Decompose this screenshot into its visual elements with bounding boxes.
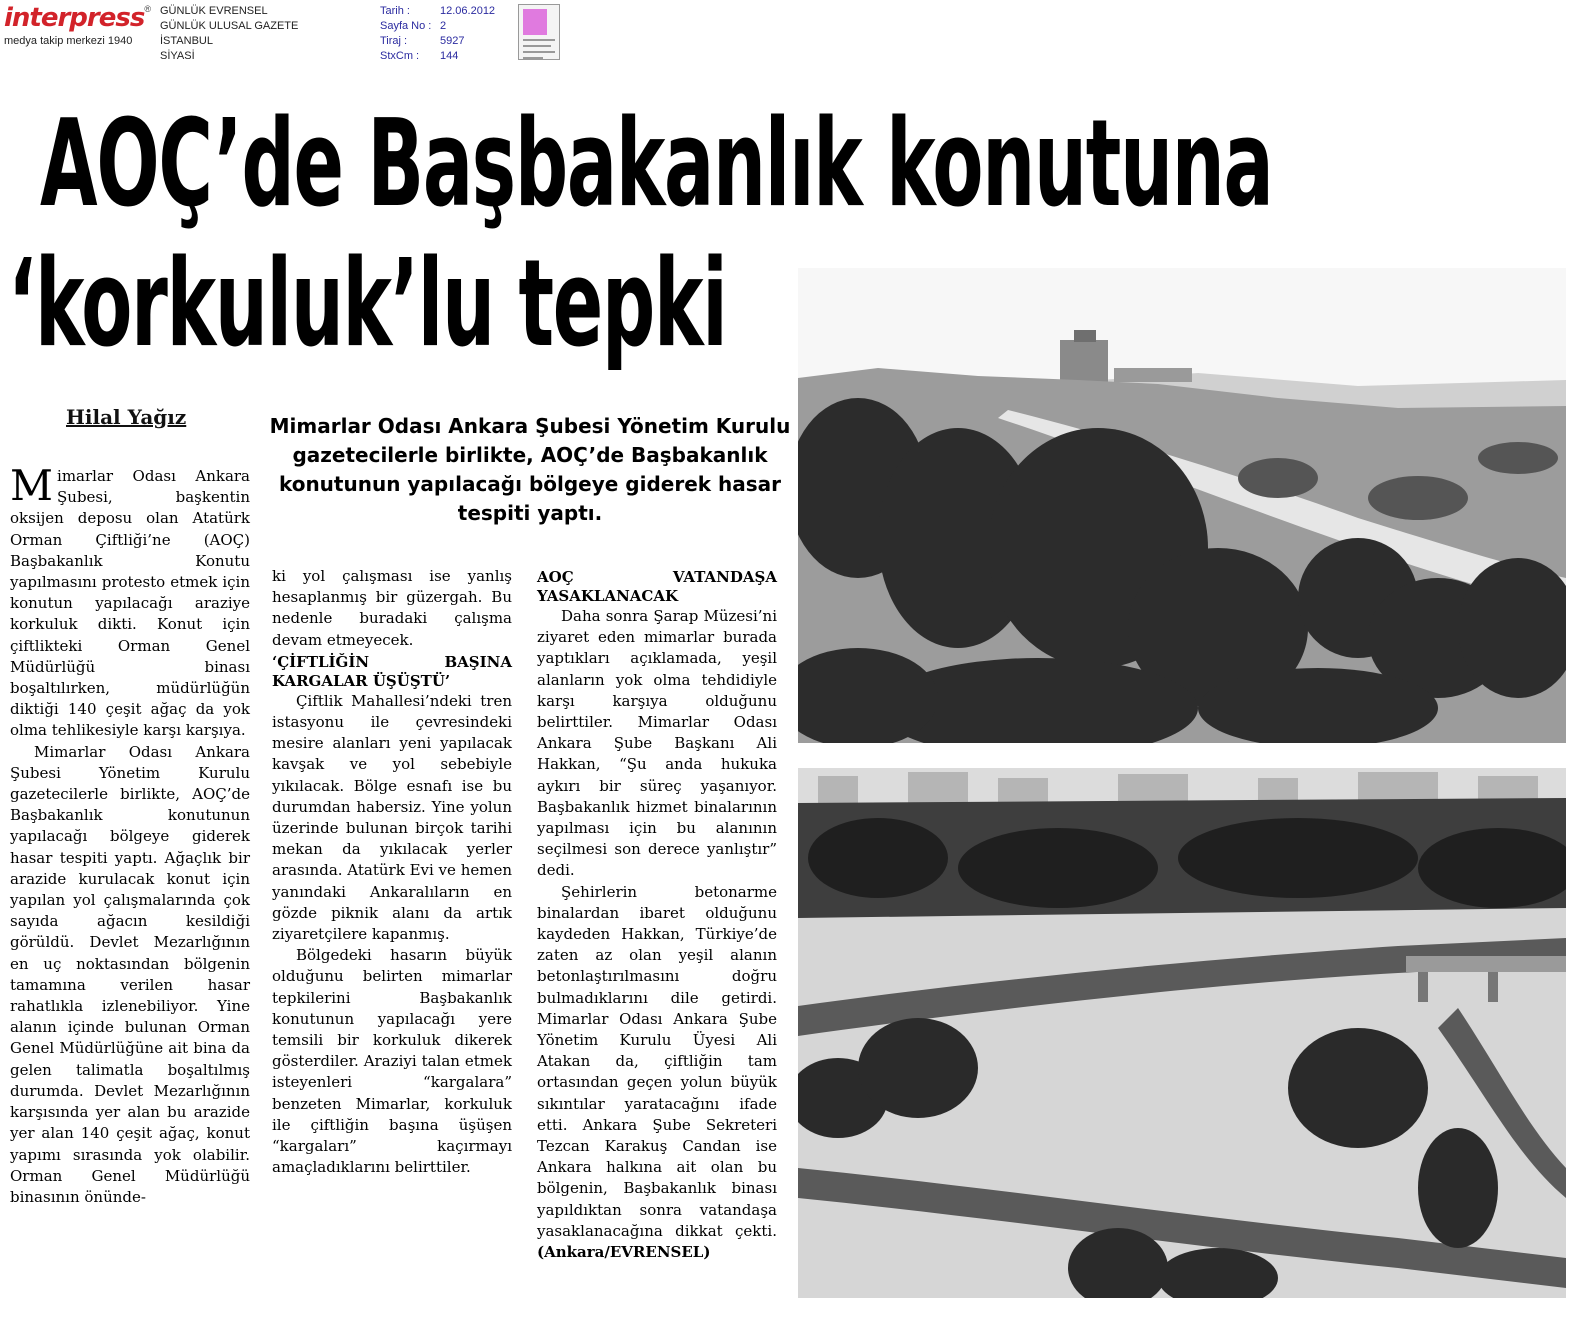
column-3-paragraph-1: Daha sonra Şarap Müzesi’ni ziyaret eden mimarlar burada yaptıkları açıklamada, yeşil alanların yok olma tehdidiyle karşı karşıya olduğunu belirttiler. Mimarlar Odası Ankara Şube Başkanı Ali Hakkan, “Şu anda hukuka aykırı bir süreç yaşanıyor. Başbakanlık hizmet binalarının yapılması için bu alanının seçilmesi son derece yanlıştır” dedi.: [537, 607, 777, 880]
headline-line-1: AOÇ’de Başbakanlık konutuna: [40, 95, 1273, 234]
column-1-paragraph-1: Mimarlar Odası Ankara Şubesi, başkentin oksijen deposu olan Atatürk Orman Çiftliği’ne (AOÇ) Başbakanlık Konutu yapılmasını protesto etmek için konutun yapılacağı araziye korkuluk dikti. Konut için çiftlikteki Orman Genel Müdürlüğü binası boşaltılırken, müdürlüğün diktiği 140 çeşit ağaç da yok olma tehlikesiyle karşı karşıya.: [10, 461, 250, 740]
meta-row-date: Tarih : 12.06.2012: [380, 5, 496, 17]
photo-road-construction: [798, 768, 1566, 1298]
column-3-paragraph-2: Şehirlerin betonarme binalardan ibaret olduğunu kaydeden Hakkan, Türkiye’de zaten az olan yeşil alanın betonlaştırılmasını doğru bulmadıklarını dile getirdi. Mimarlar Odası Ankara Şube Yönetim Kurulu Üyesi Ali Atakan da, çiftliğin tam ortasından geçen yolun büyük sıkıntılar yaratacağını ifade etti. Ankara Şube Sekreteri Tezcan Karakuş Candan ise Ankara halkına ait olan bu bölgenin, Başbakanlık binası yapıldıktan sonra vatandaşa yasaklanacağına dikkat çekti. (Ankara/EVRENSEL): [537, 882, 777, 1262]
meta-row-stxcm: StxCm : 144: [380, 50, 459, 62]
column-3-subheading: AOÇ VATANDAŞA YASAKLANACAK: [537, 568, 777, 605]
publication-city: İSTANBUL: [160, 35, 213, 47]
logo-registered-mark: ®: [144, 4, 151, 14]
clipping-meta: [380, 4, 510, 64]
article-column-2: [272, 566, 512, 1178]
column-2-paragraph-2: Çiftlik Mahallesi’ndeki tren istasyonu ile çevresindeki mesire alanları yeni yapılacak kavşak ve yol sebebiyle yıkılacak. Bölge esnafı ise bu durumdan habersiz. Yine yolun üzerinde bulunan birçok tarihi mekan da yıkılacak yerler arasında. Atatürk Evi ve hemen yanındaki Ankaralıların en gözde piknik alanı da artık ziyaretçilere kapanmış.: [272, 691, 512, 944]
interpress-logo: [4, 4, 150, 50]
logo-tagline: medya takip merkezi 1940: [4, 35, 133, 47]
logo-wordmark: interpress: [4, 3, 145, 33]
article-column-1: [10, 461, 250, 1208]
page-thumbnail: [518, 4, 560, 60]
photo-forest-hill: [798, 268, 1566, 743]
thumbnail-highlight: [523, 9, 547, 35]
column-2-subheading: ‘ÇİFTLİĞİN BAŞINA KARGALAR ÜŞÜŞTÜ’: [272, 652, 512, 690]
clipping-header: [0, 0, 1580, 70]
article-spot: Mimarlar Odası Ankara Şubesi Yönetim Kurulu gazetecilerle birlikte, AOÇ’de Başbakanlık konutunun yapılacağı bölgeye giderek hasar tespiti yaptı.: [269, 414, 791, 525]
publication-name: GÜNLÜK EVRENSEL: [160, 5, 268, 17]
meta-row-page: Sayfa No : 2: [380, 20, 447, 32]
column-2-paragraph-3: Bölgedeki hasarın büyük olduğunu belirten mimarlar tepkilerini Başbakanlık konutunun yapılacağı yere temsili bir korkuluk dikerek gösterdiler. Araziyi talan etmek isteyenleri “kargalara” benzeten Mimarlar, korkuluk ile çiftliğin başına üşüşen “kargaları” kaçırmayı amaçladıklarını belirttiler.: [272, 946, 512, 1177]
publication-info: [160, 4, 298, 64]
headline-line-2: ‘korkuluk’lu tepki: [8, 235, 727, 374]
column-2-paragraph-1: ki yol çalışması ise yanlış hesaplanmış bir güzergah. Bu nedenle buradaki çalışma devam etmeyecek.: [272, 567, 512, 649]
publication-type: GÜNLÜK ULUSAL GAZETE: [160, 20, 299, 32]
meta-row-circulation: Tiraj : 5927: [380, 35, 465, 47]
drop-cap: M: [10, 461, 54, 510]
byline: Hilal Yağız: [66, 405, 187, 429]
column-1-paragraph-2: Mimarlar Odası Ankara Şubesi Yönetim Kurulu gazetecilerle birlikte, AOÇ’de Başbakanlık konutunun yapılacağı bölgeye giderek hasar tespiti yaptı. Ağaçlık bir arazide kurulacak konut için yapılan yol çalışmalarında çok sayıda ağacın kesildiği görüldü. Devlet Mezarlığının en uç noktasından bölgenin tamamına verilen hasar rahatlıkla izlenebiliyor. Yine alanın içinde bulunan Orman Genel Müdürlüğüne ait bina da gelen talimatla boşaltılmış durumda. Devlet Mezarlığının karşısında yer alan bu arazide yer alan 140 çeşit ağaç, konut yapımı sırasında yok olabilir. Orman Genel Müdürlüğü binasının önünde-: [10, 742, 250, 1206]
article-column-3: [537, 566, 777, 1263]
article-source: (Ankara/EVRENSEL): [537, 1243, 711, 1262]
publication-category: SİYASİ: [160, 50, 195, 62]
